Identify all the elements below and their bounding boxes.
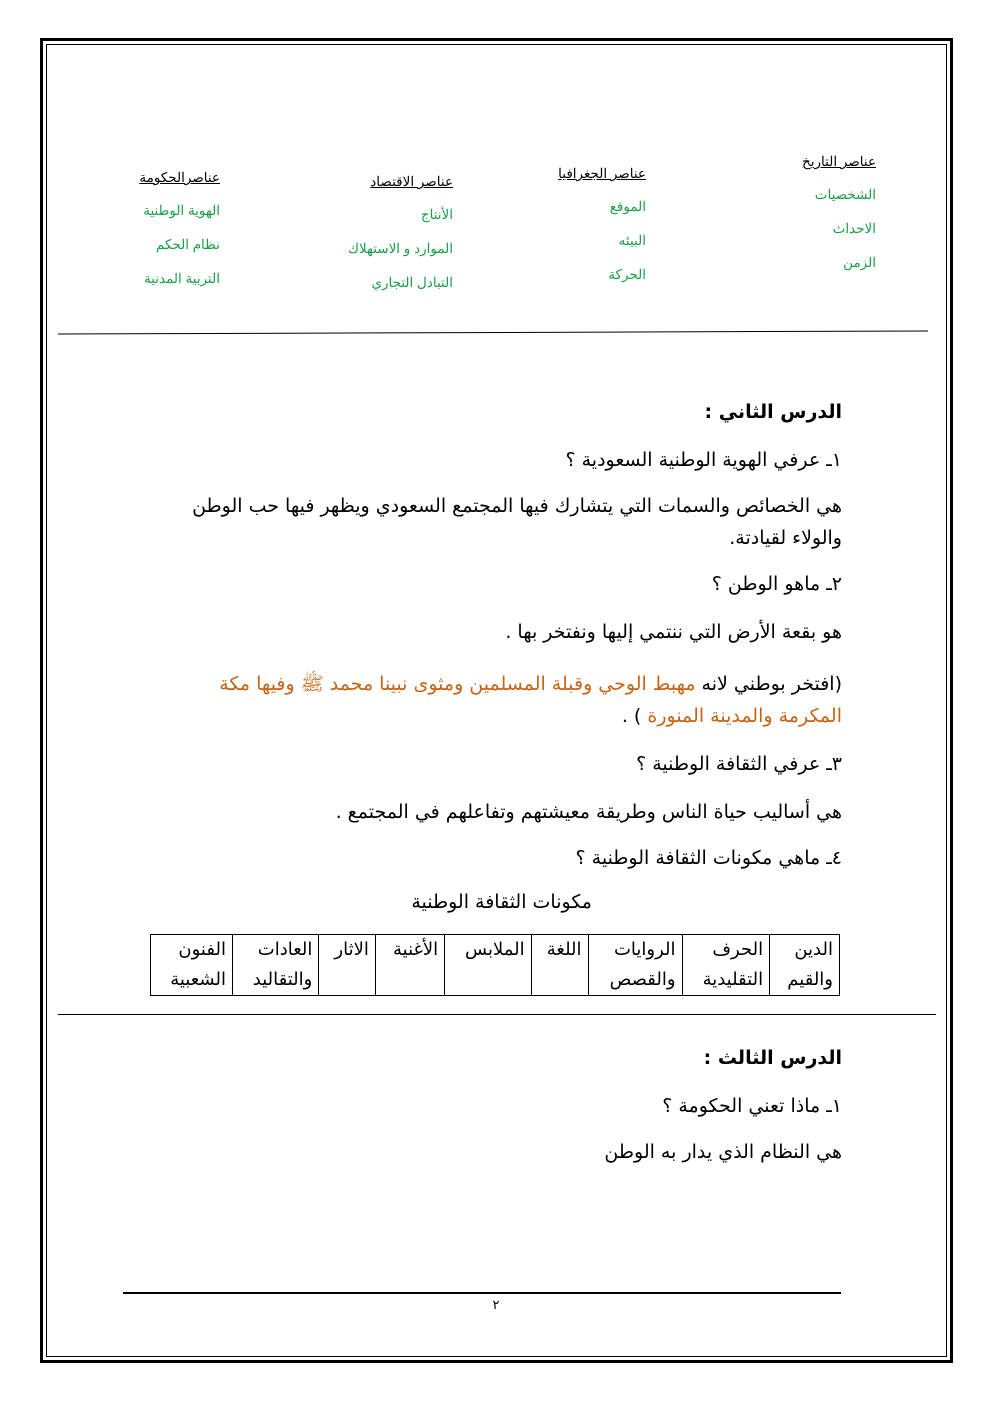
history-item: الاحداث <box>832 221 876 236</box>
government-elements-title: عناصرالحكومة <box>139 170 220 185</box>
table-cell: الفنون الشعبية <box>151 935 233 996</box>
economy-elements-title: عناصر الاقتصاد <box>370 174 453 189</box>
culture-table-title: مكونات الثقافة الوطنية <box>411 891 592 913</box>
history-item: الزمن <box>843 255 876 270</box>
pride-note-open: (افتخر بوطني لانه <box>695 673 842 695</box>
lesson2-question-3: ٣ـ عرفي الثقافة الوطنية ؟ <box>636 753 842 775</box>
table-cell: الروايات والقصص <box>588 935 682 996</box>
pride-note-highlight: مهبط الوحي وقبلة المسلمين ومثوى نبينا محمد ﷺ وفيها مكة المكرمة والمدينة المنورة <box>219 673 842 727</box>
geography-elements <box>558 166 646 301</box>
history-elements <box>802 154 876 289</box>
lesson2-answer-3: هي أساليب حياة الناس وطريقة معيشتهم وتفاعلهم في المجتمع . <box>335 801 842 823</box>
government-item: الهوية الوطنية <box>143 203 220 218</box>
pride-note-close: ) . <box>621 705 648 727</box>
lesson2-question-2: ٢ـ ماهو الوطن ؟ <box>711 573 842 595</box>
table-cell: الملابس <box>445 935 531 996</box>
table-cell: اللغة <box>531 935 588 996</box>
lesson2-answer-2: هو بقعة الأرض التي ننتمي إليها ونفتخر بها . <box>505 621 842 643</box>
lesson2-question-4: ٤ـ ماهي مكونات الثقافة الوطنية ؟ <box>575 847 842 869</box>
economy-item: الأنتاج <box>420 207 453 222</box>
economy-item: الموارد و الاستهلاك <box>347 241 453 256</box>
history-elements-title: عناصر التاريخ <box>802 154 876 169</box>
lesson3-answer-1: هي النظام الذي يدار به الوطن <box>604 1141 842 1163</box>
geography-item: الموقع <box>609 199 646 214</box>
lesson3-question-1: ١ـ ماذا تعني الحكومة ؟ <box>662 1095 842 1117</box>
government-elements <box>139 170 220 305</box>
geography-item: البيئه <box>618 233 646 248</box>
government-item: التربية المدنية <box>143 271 220 286</box>
geography-elements-title: عناصر الجغرافيا <box>558 166 646 181</box>
divider-middle <box>58 1014 936 1015</box>
lesson2-pride-note <box>162 668 842 732</box>
footer-divider <box>123 1292 841 1294</box>
table-cell: الدين والقيم <box>770 935 840 996</box>
geography-item: الحركة <box>608 267 646 282</box>
economy-item: التبادل التجاري <box>371 275 453 290</box>
table-cell: الاثار <box>319 935 376 996</box>
economy-elements <box>348 174 453 309</box>
government-item: نظام الحكم <box>155 237 220 252</box>
page-number: ٢ <box>492 1298 500 1313</box>
lesson2-answer-1: هي الخصائص والسمات التي يتشارك فيها المجتمع السعودي ويظهر فيها حب الوطن والولاء لقيادتة. <box>192 495 842 549</box>
table-cell: الحرف التقليدية <box>682 935 770 996</box>
table-cell: الأغنية <box>375 935 444 996</box>
lesson2-title: الدرس الثاني : <box>704 401 842 423</box>
lesson2-question-1: ١ـ عرفي الهوية الوطنية السعودية ؟ <box>565 449 842 471</box>
table-cell: العادات والتقاليد <box>232 935 318 996</box>
history-item: الشخصيات <box>814 187 876 202</box>
culture-components-table <box>150 934 840 996</box>
table-row <box>151 935 840 996</box>
lesson3-title: الدرس الثالث : <box>703 1047 842 1069</box>
